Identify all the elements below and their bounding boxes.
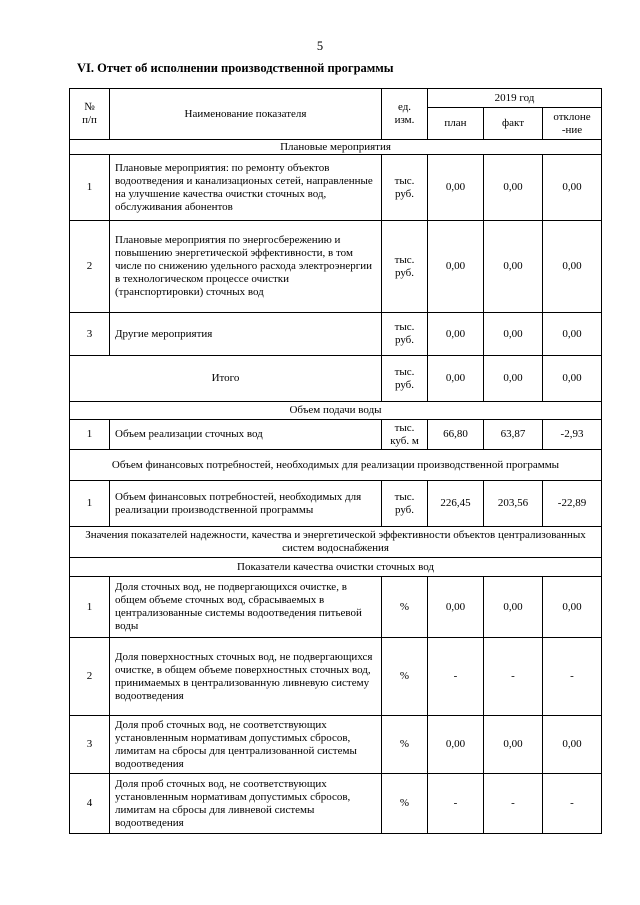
row-plan: 0,00 <box>428 716 484 774</box>
header-plan: план <box>428 108 484 140</box>
row-unit: % <box>382 774 428 834</box>
row-fact: 0,00 <box>484 716 543 774</box>
row-unit: % <box>382 716 428 774</box>
header-fact: факт <box>484 108 543 140</box>
row-unit: тыс. руб. <box>382 221 428 313</box>
row-deviation: - <box>543 774 602 834</box>
total-label: Итого <box>70 356 382 402</box>
row-num: 3 <box>70 313 110 356</box>
section-title: Показатели качества очистки сточных вод <box>70 558 602 577</box>
row-name: Объем финансовых потребностей, необходимых для реализации производственной программы <box>110 481 382 527</box>
section-title: Значения показателей надежности, качества и энергетической эффективности объектов централизованных систем водоснабжения <box>70 527 602 558</box>
row-deviation: -22,89 <box>543 481 602 527</box>
header-year: 2019 год <box>428 89 602 108</box>
row-name: Доля поверхностных сточных вод, не подвергающихся очистке, в общем объеме поверхностных сточных вод, принимаемых в централизованную ливневую систему водоотведения <box>110 638 382 716</box>
section-title: Плановые мероприятия <box>70 140 602 155</box>
row-deviation: 0,00 <box>543 221 602 313</box>
report-table <box>69 88 602 834</box>
section-heading: VI. Отчет об исполнении производственной программы <box>77 61 394 75</box>
page-number: 5 <box>316 39 324 53</box>
row-fact: 0,00 <box>484 577 543 638</box>
row-num: 1 <box>70 155 110 221</box>
row-unit: % <box>382 638 428 716</box>
row-deviation: - <box>543 638 602 716</box>
row-num: 2 <box>70 221 110 313</box>
row-plan: 226,45 <box>428 481 484 527</box>
row-deviation: 0,00 <box>543 716 602 774</box>
row-name: Плановые мероприятия: по ремонту объектов водоотведения и канализационых сетей, направленные на улучшение качества очистки сточных вод, обслуживания абонентов <box>110 155 382 221</box>
row-plan: 0,00 <box>428 221 484 313</box>
row-deviation: 0,00 <box>543 313 602 356</box>
row-name: Плановые мероприятия по энергосбережению и повышению энергетической эффективности, в том числе по снижению удельного расхода электроэнергии в технологическом процессе очистки (транспортировки) сточных вод <box>110 221 382 313</box>
total-deviation: 0,00 <box>543 356 602 402</box>
row-num: 2 <box>70 638 110 716</box>
row-name: Доля проб сточных вод, не соответствующих установленным нормативам допустимых сбросов, лимитам на сбросы для централизованной системы водоотведения <box>110 716 382 774</box>
header-deviation: отклоне -ние <box>543 108 602 140</box>
row-unit: тыс. руб. <box>382 481 428 527</box>
row-plan: 0,00 <box>428 313 484 356</box>
row-deviation: 0,00 <box>543 577 602 638</box>
row-plan: 0,00 <box>428 155 484 221</box>
header-unit: ед. изм. <box>382 89 428 140</box>
row-num: 4 <box>70 774 110 834</box>
row-fact: 0,00 <box>484 155 543 221</box>
row-num: 1 <box>70 481 110 527</box>
row-unit: тыс. руб. <box>382 155 428 221</box>
row-deviation: -2,93 <box>543 420 602 450</box>
row-fact: 63,87 <box>484 420 543 450</box>
header-name: Наименование показателя <box>110 89 382 140</box>
header-num: № п/п <box>70 89 110 140</box>
row-fact: 0,00 <box>484 313 543 356</box>
row-num: 3 <box>70 716 110 774</box>
row-plan: - <box>428 638 484 716</box>
row-num: 1 <box>70 577 110 638</box>
row-name: Другие мероприятия <box>110 313 382 356</box>
row-unit: % <box>382 577 428 638</box>
total-plan: 0,00 <box>428 356 484 402</box>
row-fact: - <box>484 774 543 834</box>
section-title: Объем финансовых потребностей, необходимых для реализации производственной программы <box>70 450 602 481</box>
row-unit: тыс. руб. <box>382 313 428 356</box>
row-plan: 0,00 <box>428 577 484 638</box>
row-name: Доля проб сточных вод, не соответствующих установленным нормативам допустимых сбросов, лимитам на сбросы для ливневой системы водоотведения <box>110 774 382 834</box>
row-fact: - <box>484 638 543 716</box>
row-fact: 203,56 <box>484 481 543 527</box>
total-fact: 0,00 <box>484 356 543 402</box>
row-num: 1 <box>70 420 110 450</box>
row-fact: 0,00 <box>484 221 543 313</box>
row-plan: 66,80 <box>428 420 484 450</box>
row-name: Объем реализации сточных вод <box>110 420 382 450</box>
total-unit: тыс. руб. <box>382 356 428 402</box>
row-deviation: 0,00 <box>543 155 602 221</box>
section-title: Объем подачи воды <box>70 402 602 420</box>
row-plan: - <box>428 774 484 834</box>
row-name: Доля сточных вод, не подвергающихся очистке, в общем объеме сточных вод, сбрасываемых в централизованные системы водоотведения питьевой воды <box>110 577 382 638</box>
row-unit: тыс. куб. м <box>382 420 428 450</box>
